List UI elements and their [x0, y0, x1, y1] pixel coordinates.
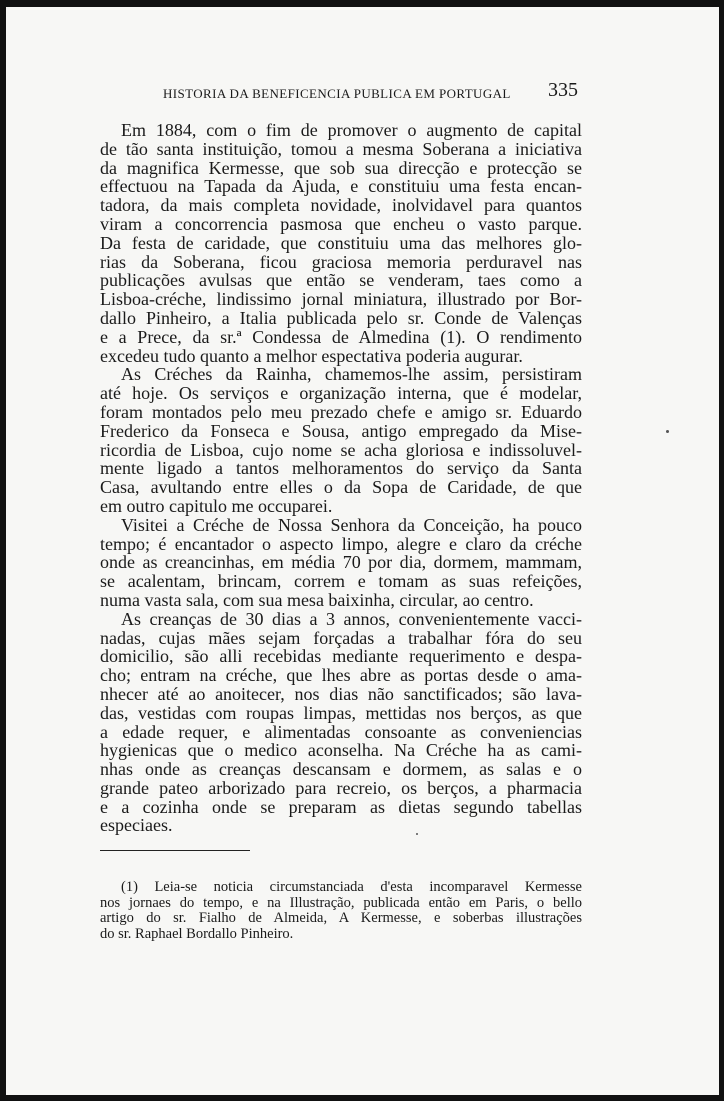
- page-number: 335: [548, 79, 578, 101]
- text-line: Frederico da Fonseca e Sousa, antigo empregado da Mise-: [100, 420, 582, 441]
- footnote-line: artigo do sr. Fialho de Almeida, A Kermesse, e soberbas illustrações: [100, 910, 582, 926]
- text-line: excedeu tudo quanto a melhor espectativa poderia augurar.: [100, 345, 523, 366]
- text-line: publicações avulsas que então se venderam, taes como a: [100, 270, 582, 291]
- text-line: Em 1884, com o fim de promover o augmento de capital: [121, 120, 582, 140]
- text-line: nhecer até ao anoitecer, nos dias não sanctificados; são lava-: [100, 683, 582, 704]
- text-line: As Créches da Rainha, chamemos-lhe assim, persistiram: [121, 364, 582, 385]
- footnote-rule: [100, 850, 250, 851]
- text-line: mente ligado a tantos melhoramentos do serviço da Santa: [100, 458, 582, 479]
- text-line: tadora, da mais completa novidade, inolvidavel para quantos: [100, 195, 582, 216]
- footnote-line: nos jornaes do tempo, e na Illustração, publicada então em Paris, o bello: [100, 894, 582, 911]
- text-line: grande pateo arborizado para recreio, os berços, a pharmacia: [100, 777, 582, 798]
- page-header: [118, 77, 578, 111]
- footnote-line: (1) Leia-se noticia circumstanciada d'esta incomparavel Kermesse: [121, 879, 582, 895]
- text-line: foram montados pelo meu prezado chefe e amigo sr. Eduardo: [100, 401, 582, 422]
- text-line: nhas onde as creanças descansam e dormem, as salas e o: [100, 759, 582, 780]
- text-line: domicilio, são alli recebidas mediante requerimento e despa-: [100, 646, 582, 667]
- text-line: effectuou na Tapada da Ajuda, e constituiu uma festa encan-: [100, 176, 582, 197]
- text-line: Casa, avultando entre elles o da Sopa de Caridade, de que: [100, 477, 582, 498]
- paper-speck: [666, 430, 669, 433]
- text-line: se acalentam, brincam, correm e tomam as suas refeições,: [100, 571, 582, 592]
- text-line: especiaes.: [100, 815, 173, 836]
- text-line: da magnifica Kermesse, que sob sua direcção e protecção se: [100, 157, 582, 178]
- text-line: cho; entram na créche, que lhes abre as portas desde o ama-: [100, 665, 582, 686]
- text-line: rias da Soberana, ficou graciosa memoria perduravel nas: [100, 251, 582, 272]
- text-line: onde as creancinhas, em média 70 por dia, dormem, mammam,: [100, 552, 582, 573]
- text-line: numa vasta sala, com sua mesa baixinha, circular, ao centro.: [100, 589, 534, 610]
- text-line: Da festa de caridade, que constituiu uma das melhores glo-: [100, 232, 582, 253]
- paper-speck: [416, 833, 418, 835]
- text-line: dallo Pinheiro, a Italia publicada pelo sr. Conde de Valenças: [100, 307, 582, 328]
- text-line: As creanças de 30 dias a 3 annos, convenientemente vacci-: [121, 608, 582, 629]
- text-line: Lisboa-créche, lindissimo jornal miniatura, illustrado por Bor-: [100, 289, 582, 310]
- text-line: em outro capitulo me occuparei.: [100, 495, 333, 516]
- text-line: de tão santa instituição, tomou a mesma Soberana a iniciativa: [100, 138, 582, 159]
- text-line: e a cozinha onde se preparam as dietas segundo tabellas: [100, 796, 582, 817]
- running-head: HISTORIA DA BENEFICENCIA PUBLICA EM PORTUGAL: [163, 86, 511, 101]
- text-line: e a Prece, da sr.ª Condessa de Almedina (1). O rendimento: [100, 326, 582, 347]
- text-line: nadas, cujas mães sejam forçadas a trabalhar fóra do seu: [100, 627, 582, 648]
- text-line: das, vestidas com roupas limpas, mettidas nos berços, as que: [100, 702, 582, 723]
- text-line: viram a concorrencia pasmosa que encheu o vasto parque.: [100, 213, 582, 234]
- text-line: hygienicas que o medico aconselha. Na Créche ha as cami-: [100, 740, 582, 761]
- text-line: ricordia de Lisboa, cujo nome se acha gloriosa e indissoluvel-: [100, 439, 582, 460]
- text-line: a edade requer, e alimentadas consoante as conveniencias: [100, 721, 582, 742]
- footnote: [100, 880, 582, 942]
- text-line: Visitei a Créche de Nossa Senhora da Conceição, ha pouco: [121, 514, 582, 535]
- footnote-line: do sr. Raphael Bordallo Pinheiro.: [100, 925, 294, 942]
- body-text: [100, 121, 582, 835]
- text-line: até hoje. Os serviços e organização interna, que é modelar,: [100, 383, 582, 404]
- text-line: tempo; é encantador o aspecto limpo, alegre e claro da créche: [100, 533, 582, 554]
